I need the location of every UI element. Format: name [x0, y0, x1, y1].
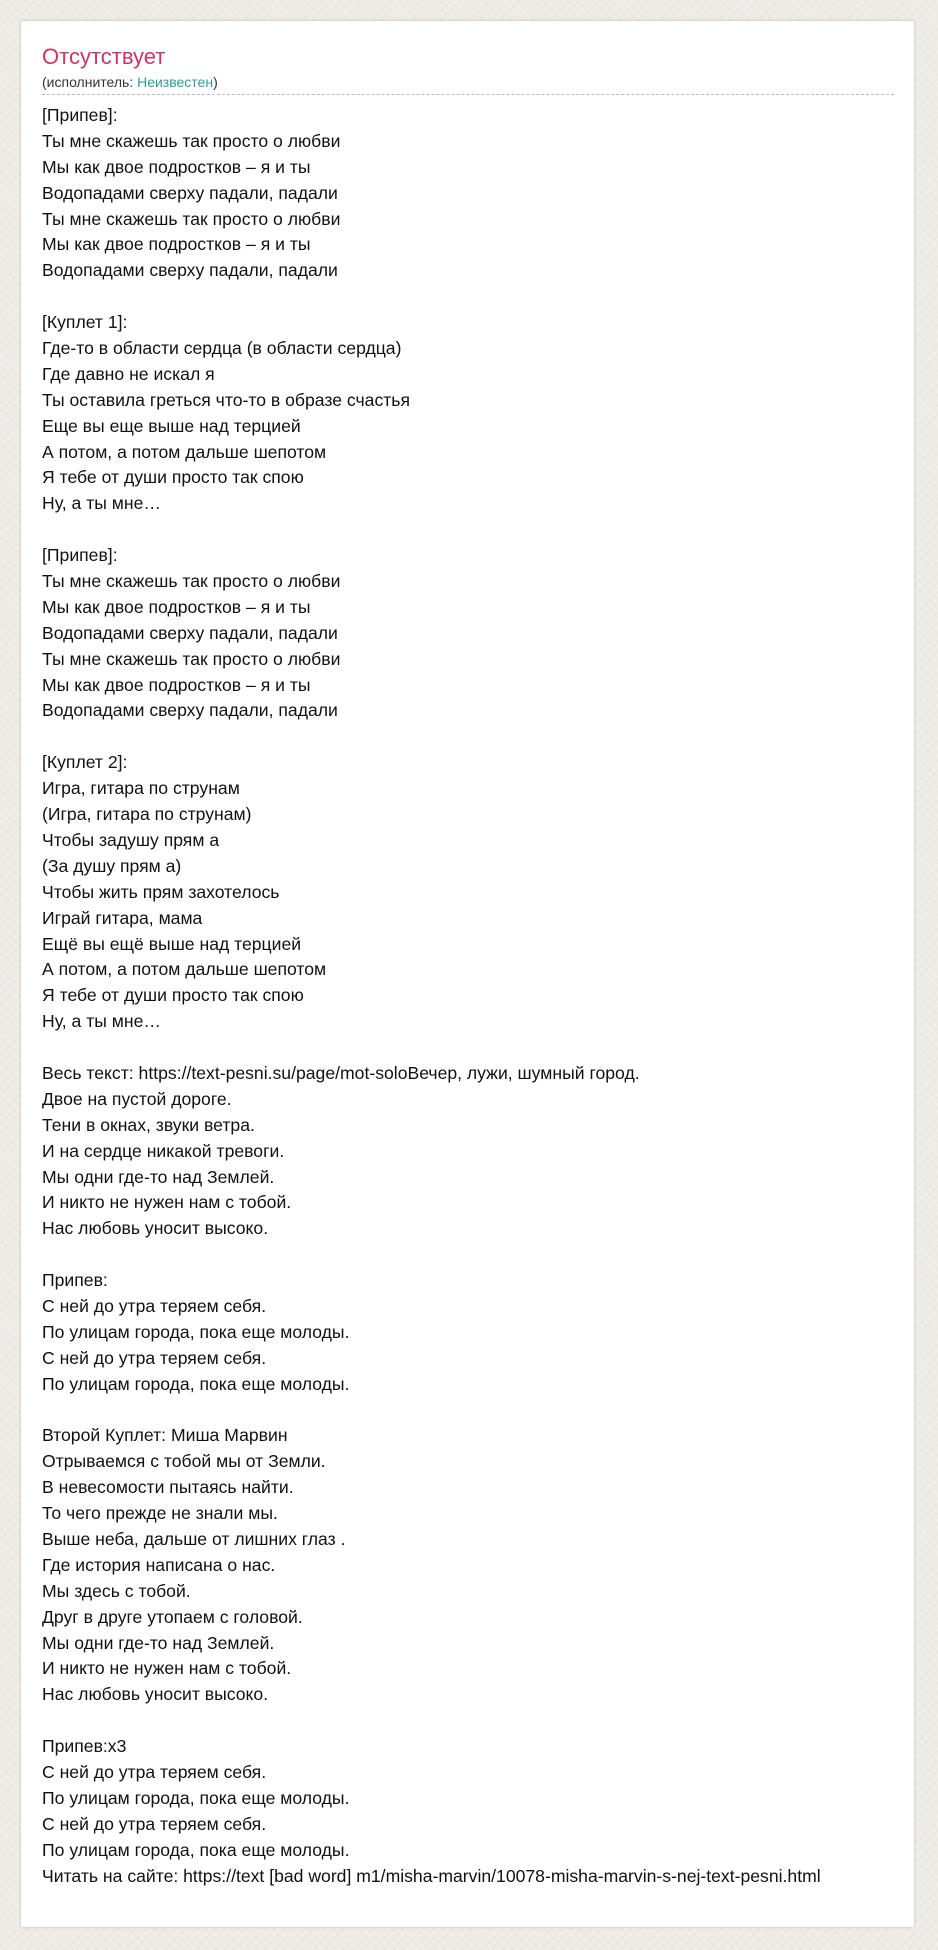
lyric-line: Мы как двое подростков – я и ты — [42, 234, 311, 255]
lyric-line: Ещё вы ещё выше над терцией — [42, 933, 302, 954]
lyric-line: Читать на сайте: https://text [bad word] m1/misha-marvin/10078-misha-marvin-s-nej-text-pesni.html — [42, 1865, 821, 1886]
lyric-line: И на сердце никакой тревоги. — [42, 1140, 285, 1161]
lyric-line: Припев:x3 — [42, 1736, 127, 1757]
lyric-line: Чтобы жить прям захотелось — [42, 881, 280, 902]
lyric-line: То чего прежде не знали мы. — [42, 1503, 278, 1524]
lyric-line: Мы одни где-то над Землей. — [42, 1166, 275, 1187]
lyric-line: Мы здесь с тобой. — [42, 1580, 191, 1601]
lyric-line: Мы как двое подростков – я и ты — [42, 596, 311, 617]
lyric-line: Ты мне скажешь так просто о любви — [42, 208, 341, 229]
lyric-line — [42, 1242, 938, 1268]
song-title: Отсутствует — [42, 44, 166, 69]
lyric-line: По улицам города, пока еще молоды. — [42, 1839, 350, 1860]
lyric-line: Водопадами сверху падали, падали — [42, 700, 338, 721]
lyric-line: Играй гитара, мама — [42, 907, 203, 928]
lyric-line: Тени в окнах, звуки ветра. — [42, 1114, 255, 1135]
lyric-line: Ну, а ты мне… — [42, 1011, 161, 1032]
artist-link[interactable]: Неизвестен — [137, 74, 214, 90]
lyric-line: С ней до утра теряем себя. — [42, 1762, 267, 1782]
lyric-line: Второй Куплет: Миша Марвин — [42, 1425, 288, 1446]
lyric-line: Друг в друге утопаем с головой. — [42, 1606, 303, 1627]
lyric-line — [42, 1398, 938, 1424]
lyric-line: Я тебе от души просто так спою — [42, 985, 304, 1006]
lyric-line: Еще вы еще выше над терцией — [42, 415, 301, 436]
lyric-line: Ты мне скажешь так просто о любви — [42, 648, 341, 669]
lyric-line: Припев: — [42, 1270, 108, 1291]
lyric-line: Где-то в области сердца (в области сердца) — [42, 338, 402, 359]
lyric-line: Чтобы задушу прям а — [42, 829, 220, 850]
lyric-line: По улицам города, пока еще молоды. — [42, 1373, 350, 1394]
lyric-line: С ней до утра теряем себя. — [42, 1813, 267, 1834]
lyric-line — [42, 1035, 938, 1061]
lyric-line: Водопадами сверху падали, падали — [42, 260, 338, 281]
lyric-line — [42, 724, 938, 750]
lyric-line: Мы как двое подростков – я и ты — [42, 674, 311, 695]
lyric-line: Нас любовь уносит высоко. — [42, 1684, 269, 1705]
lyric-line: А потом, а потом дальше шепотом — [42, 959, 327, 980]
lyric-line: Ты оставила греться что-то в образе счастья — [42, 389, 410, 410]
lyric-line: Ты мне скажешь так просто о любви — [42, 571, 341, 592]
lyric-line — [42, 1708, 938, 1734]
lyric-line: Мы как двое подростков – я и ты — [42, 156, 311, 177]
lyric-line: [Куплет 2]: — [42, 752, 128, 773]
lyric-line: (За душу прям а) — [42, 855, 182, 876]
lyric-line: И никто не нужен нам с тобой. — [42, 1192, 292, 1213]
lyric-line: С ней до утра теряем себя. — [42, 1347, 267, 1368]
lyric-line: Водопадами сверху падали, падали — [42, 622, 338, 643]
lyric-line — [42, 517, 938, 543]
lyric-line: В невесомости пытаясь найти. — [42, 1477, 294, 1498]
lyrics-card — [20, 20, 915, 1928]
lyric-line — [42, 284, 938, 310]
lyric-line: Нас любовь уносит высоко. — [42, 1218, 269, 1239]
lyric-line: [Припев]: — [42, 545, 118, 566]
lyric-line: С ней до утра теряем себя. — [42, 1295, 267, 1316]
lyric-line: Водопадами сверху падали, падали — [42, 182, 338, 203]
lyric-line: Мы одни где-то над Землей. — [42, 1632, 275, 1653]
lyric-line: Двое на пустой дороге. — [42, 1088, 232, 1109]
artist-prefix: (исполнитель: — [42, 74, 138, 90]
artist-line — [42, 73, 218, 91]
lyric-line: [Куплет 1]: — [42, 312, 128, 333]
lyric-line: Ты мне скажешь так просто о любви — [42, 130, 341, 151]
lyric-line: По улицам города, пока еще молоды. — [42, 1321, 350, 1342]
lyric-line: Игра, гитара по струнам — [42, 778, 240, 799]
lyric-line: Выше неба, дальше от лишних глаз . — [42, 1528, 346, 1549]
artist-suffix: ) — [213, 74, 218, 90]
lyric-line: Я тебе от души просто так спою — [42, 467, 304, 488]
lyric-line: Ну, а ты мне… — [42, 493, 161, 514]
lyric-line: По улицам города, пока еще молоды. — [42, 1787, 350, 1808]
lyric-line: (Игра, гитара по струнам) — [42, 804, 252, 825]
lyric-line: Где давно не искал я — [42, 363, 215, 384]
lyric-line: Где история написана о нас. — [42, 1554, 276, 1575]
title-divider — [42, 94, 894, 95]
lyric-line: Отрываемся с тобой мы от Земли. — [42, 1451, 326, 1472]
lyric-line: И никто не нужен нам с тобой. — [42, 1658, 292, 1679]
lyrics-text — [42, 103, 938, 1889]
lyric-line: А потом, а потом дальше шепотом — [42, 441, 327, 462]
lyric-line: Весь текст: https://text-pesni.su/page/mot-soloВечер, лужи, шумный город. — [42, 1062, 640, 1083]
lyric-line: [Припев]: — [42, 105, 118, 125]
